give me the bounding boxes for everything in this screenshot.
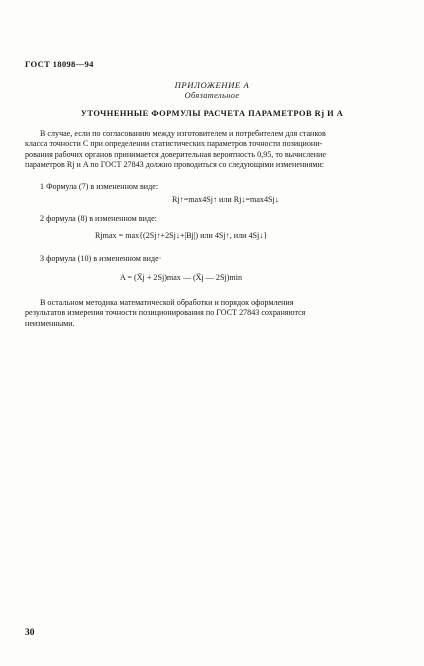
formula-10: A = (X̄j + 2Sj)max — (X̄j — 2Sj)min bbox=[120, 273, 242, 282]
closing-paragraph bbox=[25, 298, 405, 329]
intro-paragraph bbox=[25, 129, 405, 171]
closing-line: неизменными. bbox=[25, 318, 75, 328]
closing-line: результатов измерения точности позиционирования по ГОСТ 27843 сохраняются bbox=[25, 308, 306, 318]
closing-line: В остальном методика математической обработки и порядок оформления bbox=[40, 298, 294, 307]
appendix-subtitle: Обязательное bbox=[184, 91, 240, 100]
gost-header: ГОСТ 18098—94 bbox=[25, 59, 94, 69]
intro-line: рования рабочих органов принимается доверительная вероятность 0,95, то вычисление bbox=[25, 149, 326, 159]
item-3-label: 3 формула (10) в измененном виде· bbox=[40, 254, 162, 263]
item-1-label: 1 Формула (7) в измененном виде: bbox=[40, 182, 159, 191]
appendix-title: ПРИЛОЖЕНИЕ А bbox=[174, 80, 250, 90]
formula-7: Rj↑=max4Sj↑ или Rj↓=max4Sj↓ bbox=[172, 195, 279, 204]
page-number: 30 bbox=[25, 628, 35, 638]
formula-8: Rjmax = max{(2Sj↑+2Sj↓+|Bj|) или 4Sj↑, или 4Sj↓} bbox=[95, 231, 268, 240]
intro-line: В случае, если по согласованию между изготовителем и потребителем для станков bbox=[40, 129, 326, 138]
intro-line: параметров Rj и A по ГОСТ 27843 должно проводиться со следующими изменениями: bbox=[25, 160, 325, 170]
intro-line: класса точности С при определении статистических параметров точности позициони- bbox=[25, 139, 323, 149]
item-2-label: 2 формула (8) в измененном виде: bbox=[40, 214, 157, 223]
section-title: УТОЧНЕННЫЕ ФОРМУЛЫ РАСЧЕТА ПАРАМЕТРОВ Rj И A bbox=[80, 109, 344, 118]
